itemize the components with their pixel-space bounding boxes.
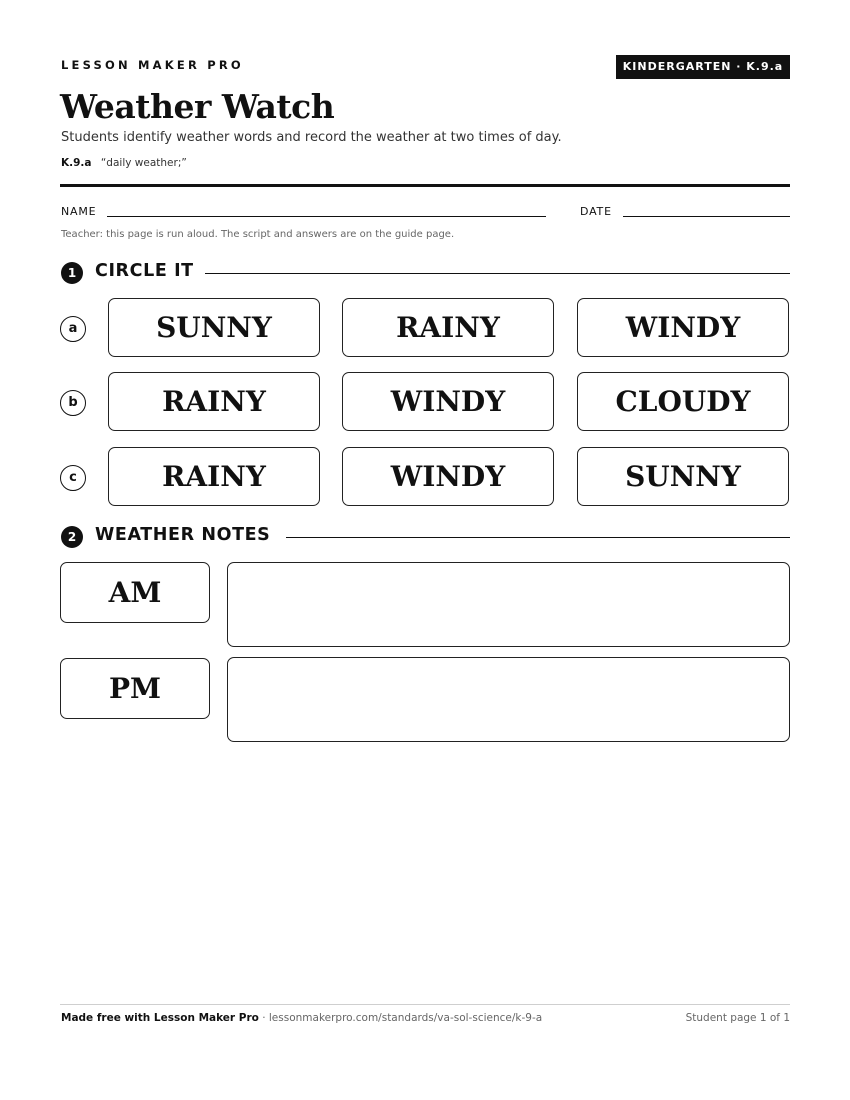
standard-text: “daily weather;”: [100, 157, 187, 169]
word-card-c-2[interactable]: WINDY: [342, 447, 554, 506]
header-divider: [60, 184, 790, 187]
section-1-title: CIRCLE IT: [95, 261, 194, 281]
name-label: NAME: [61, 205, 97, 218]
word-card-b-1[interactable]: RAINY: [108, 372, 320, 431]
am-label-card: AM: [60, 562, 210, 623]
name-field-line[interactable]: [107, 216, 546, 217]
word-card-a-3[interactable]: WINDY: [577, 298, 789, 357]
section-1-rule: [205, 273, 790, 274]
section-2-rule: [286, 537, 790, 538]
standard-code: K.9.a: [61, 157, 92, 169]
row-b-label: b: [60, 390, 86, 416]
footer-divider: [60, 1004, 790, 1005]
grade-badge: KINDERGARTEN · K.9.a: [616, 55, 790, 79]
footer-credit: [61, 1012, 542, 1024]
row-c-label: c: [60, 465, 86, 491]
standard-reference: [61, 157, 187, 169]
section-2-title: WEATHER NOTES: [95, 525, 271, 545]
date-field-line[interactable]: [623, 216, 790, 217]
footer-made-with: Made free with Lesson Maker Pro: [61, 1012, 259, 1024]
word-card-a-1[interactable]: SUNNY: [108, 298, 320, 357]
brand-name: LESSON MAKER PRO: [61, 58, 244, 72]
word-card-c-1[interactable]: RAINY: [108, 447, 320, 506]
page-subtitle: Students identify weather words and record the weather at two times of day.: [61, 130, 562, 145]
footer-page-label: Student page 1 of 1: [685, 1012, 790, 1024]
pm-notes-box[interactable]: [227, 657, 790, 742]
teacher-note: Teacher: this page is run aloud. The script and answers are on the guide page.: [61, 229, 455, 240]
footer-url[interactable]: lessonmakerpro.com/standards/va-sol-science/k-9-a: [268, 1012, 543, 1024]
word-card-c-3[interactable]: SUNNY: [577, 447, 789, 506]
word-card-b-2[interactable]: WINDY: [342, 372, 554, 431]
word-card-b-3[interactable]: CLOUDY: [577, 372, 789, 431]
footer-separator: ·: [262, 1012, 266, 1024]
date-label: DATE: [580, 205, 612, 218]
am-notes-box[interactable]: [227, 562, 790, 647]
section-1-number: 1: [61, 262, 83, 284]
pm-label-card: PM: [60, 658, 210, 719]
row-a-label: a: [60, 316, 86, 342]
page-title: Weather Watch: [60, 87, 335, 126]
section-2-number: 2: [61, 526, 83, 548]
word-card-a-2[interactable]: RAINY: [342, 298, 554, 357]
